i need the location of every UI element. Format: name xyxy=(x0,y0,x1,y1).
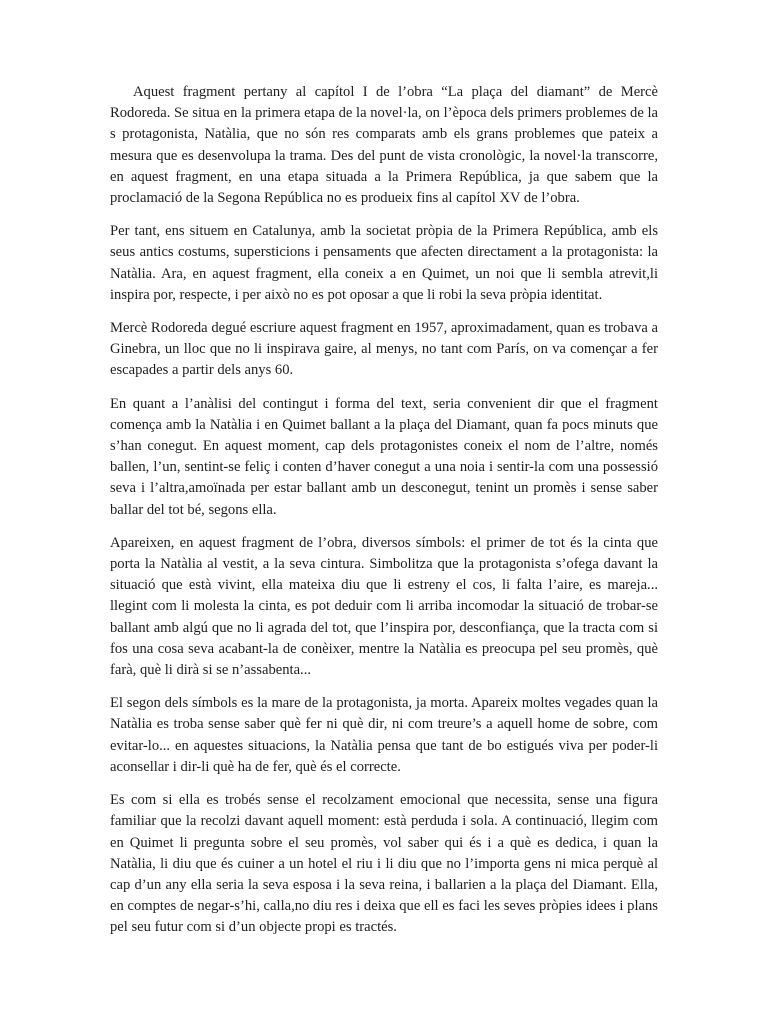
paragraph-1: Aquest fragment pertany al capítol I de l’obra “La plaça del diamant” de Mercè Rodoreda. Se situa en la primera etapa de la novel·la, on l’època dels primers problemes de la s protagonista, Natàlia, que no són res comparats amb els grans problemes que pateix a mesura que es desenvolupa la trama. Des del punt de vista cronològic, la novel·la transcorre, en aquest fragment, en una etapa situada a la Primera República, ja que sabem que la proclamació de la Segona República no es produeix fins al capítol XV de l’obra. xyxy=(110,84,658,207)
paragraph-6: El segon dels símbols es la mare de la protagonista, ja morta. Apareix moltes vegades quan la Natàlia es troba sense saber què fer ni què dir, ni com treure’s a aquell home de sobre, com evitar-lo... en aquestes situacions, la Natàlia pensa que tant de bo estigués viva per poder-li aconsellar i dir-li què ha de fer, què és el correcte. xyxy=(110,695,658,775)
paragraph-2: Per tant, ens situem en Catalunya, amb la societat pròpia de la Primera República, amb els seus antics costums, supersticions i pensaments que afecten directament a la protagonista: la Natàlia. Ara, en aquest fragment, ella coneix a en Quimet, un noi que li sembla atrevit,li inspira por, respecte, i per això no es pot oposar a que li robi la seva pròpia identitat. xyxy=(110,223,658,303)
paragraph-7: Es com si ella es trobés sense el recolzament emocional que necessita, sense una figura familiar que la recolzi davant aquell moment: està perduda i sola. A continuació, llegim com en Quimet li pregunta sobre el seu promès, vol saber qui és i a què es dedica, i quan la Natàlia, li diu que és cuiner a un hotel el riu i li diu que no l’importa gens ni mica perquè al cap d’un any ella seria la seva esposa i la seva reina, i ballarien a la plaça del Diamant. Ella, en comptes de negar-s’hi, calla,no diu res i deixa que ell es faci les seves pròpies idees i plans pel seu futur com si d’un objecte propi es tractés. xyxy=(110,792,658,936)
paragraph-5: Apareixen, en aquest fragment de l’obra, diversos símbols: el primer de tot és la cinta que porta la Natàlia al vestit, a la seva cintura. Simbolitza que la protagonista s’ofega davant la situació que està vivint, ella mateixa diu que li estreny el cos, li falta l’aire, es mareja... llegint com li molesta la cinta, es pot deduir com li arriba incomodar la situació de trobar-se ballant amb algú que no li agrada del tot, que l’inspira por, desconfiança, que la tracta com si fos una cosa seva acabant-la de conèixer, mentre la Natàlia es preocupa pel seu promès, què farà, què li dirà si se n’assabenta... xyxy=(110,534,658,679)
paragraph-4: En quant a l’anàlisi del contingut i forma del text, seria convenient dir que el fragment comença amb la Natàlia i en Quimet ballant a la plaça del Diamant, quan fa pocs minuts que s’han conegut. En aquest moment, cap dels protagonistes coneix el nom de l’altre, només ballen, l’un, sentint-se feliç i conten d’haver conegut a una noia i sentir-la com una possessió seva i l’altra,amoïnada per estar ballant amb un desconegut, tenint un promès i sense saber ballar del tot bé, segons ella. xyxy=(110,395,658,518)
paragraph-3: Mercè Rodoreda degué escriure aquest fragment en 1957, aproximadament, quan es trobava a Ginebra, un lloc que no li inspirava gaire, al menys, no tant com París, on va començar a fer escapades a partir dels anys 60. xyxy=(110,320,658,379)
document-page xyxy=(110,82,658,951)
